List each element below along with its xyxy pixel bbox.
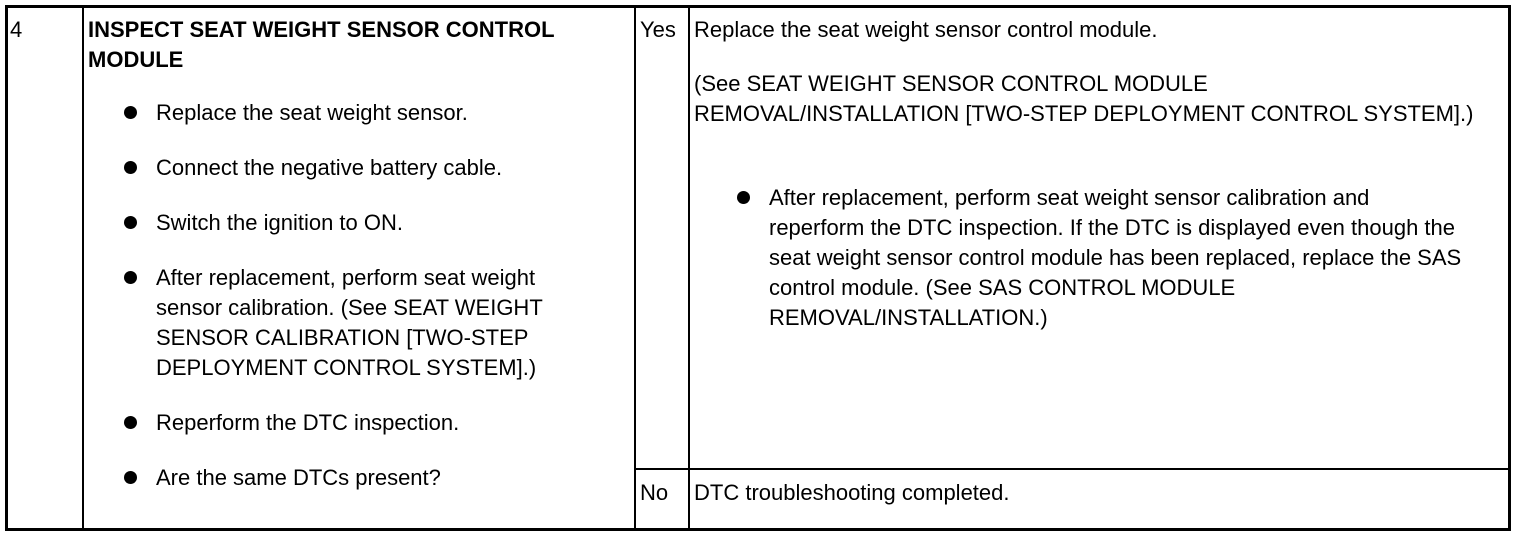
- instruction-text: After replacement, perform seat weight sensor calibration. (See SEAT WEIGHT SENSOR CALIBRATION [TWO-STEP DEPLOYMENT CONTROL SYSTEM].): [156, 265, 543, 380]
- bullet-icon: [124, 271, 137, 284]
- list-item: [124, 208, 624, 238]
- bullet-icon: [124, 416, 137, 429]
- instruction-text: Reperform the DTC inspection.: [156, 410, 460, 435]
- note-text: After replacement, perform seat weight sensor calibration and reperform the DTC inspection. If the DTC is displayed even though the seat weight sensor control module has been replaced, replace the SAS control module. (See SAS CONTROL MODULE REMOVAL/INSTALLATION.): [769, 185, 1462, 330]
- instruction-list: [124, 98, 624, 493]
- list-item: [124, 408, 624, 438]
- column-divider: [634, 8, 636, 528]
- bullet-icon: [124, 216, 137, 229]
- row-divider: [634, 468, 1508, 470]
- column-divider: [82, 8, 84, 528]
- yes-note: [737, 183, 1467, 333]
- instruction-text: Replace the seat weight sensor.: [156, 100, 468, 125]
- bullet-icon: [124, 471, 137, 484]
- step-title: INSPECT SEAT WEIGHT SENSOR CONTROL MODULE: [88, 17, 555, 72]
- list-item: [124, 98, 624, 128]
- instruction-text: Switch the ignition to ON.: [156, 210, 404, 235]
- no-action: DTC troubleshooting completed.: [694, 480, 1010, 505]
- list-item: [124, 153, 624, 183]
- instruction-text: Connect the negative battery cable.: [156, 155, 503, 180]
- bullet-icon: [737, 191, 750, 204]
- step-number: 4: [10, 17, 23, 42]
- instruction-text: Are the same DTCs present?: [156, 465, 441, 490]
- list-item: [124, 463, 624, 493]
- yes-action: Replace the seat weight sensor control module.: [694, 17, 1158, 42]
- no-label: No: [640, 480, 669, 505]
- yes-label: Yes: [640, 17, 676, 42]
- list-item: [737, 183, 1467, 333]
- bullet-icon: [124, 106, 137, 119]
- list-item: [124, 263, 596, 383]
- bullet-icon: [124, 161, 137, 174]
- yes-reference: (See SEAT WEIGHT SENSOR CONTROL MODULE REMOVAL/INSTALLATION [TWO-STEP DEPLOYMENT CONTROL SYSTEM].): [694, 71, 1474, 126]
- column-divider: [688, 8, 690, 528]
